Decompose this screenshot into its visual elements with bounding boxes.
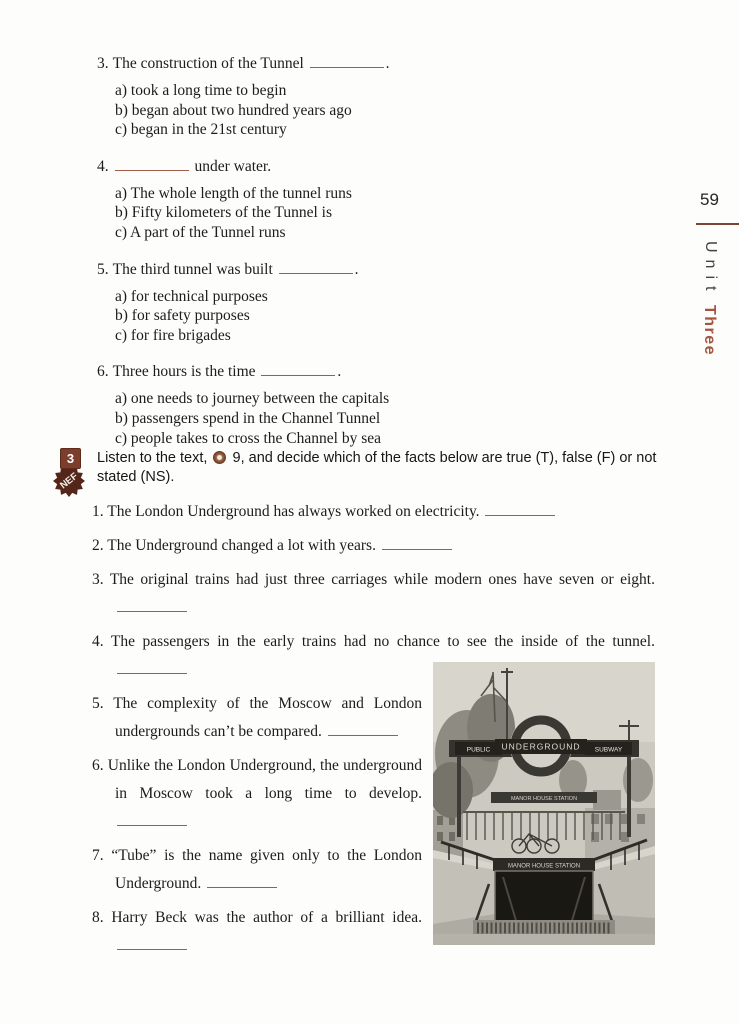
question-text-after: under water. bbox=[194, 157, 272, 175]
answer-blank bbox=[485, 513, 555, 516]
statement-text: The original trains had just three carriages while modern ones have seven or eight. bbox=[109, 571, 655, 588]
statement-number: 5. bbox=[92, 695, 104, 712]
statement-6 bbox=[92, 752, 422, 836]
statement-text: The complexity of the Moscow and London undergrounds can’t be compared. bbox=[113, 695, 422, 740]
answer-blank bbox=[310, 65, 384, 68]
option-a: a) one needs to journey between the capitals bbox=[115, 390, 390, 408]
entrance-stairwell bbox=[475, 858, 613, 929]
answer-blank bbox=[117, 947, 187, 950]
option-a: a) for technical purposes bbox=[115, 287, 268, 305]
statement-number: 7. bbox=[92, 847, 104, 864]
question-stem bbox=[97, 260, 672, 280]
unit-label: Unit bbox=[702, 241, 719, 298]
subway-sign-text: SUBWAY bbox=[594, 746, 623, 754]
question-stem bbox=[97, 54, 672, 74]
statement-2 bbox=[92, 532, 655, 560]
question-number: 5. bbox=[97, 260, 109, 278]
question-6 bbox=[97, 362, 672, 448]
options-list bbox=[97, 184, 672, 243]
answer-blank bbox=[261, 373, 335, 376]
cd-icon bbox=[213, 451, 226, 464]
roundel-text: UNDERGROUND bbox=[501, 741, 581, 752]
answer-blank bbox=[117, 823, 187, 826]
statement-7 bbox=[92, 842, 422, 898]
statement-text: “Tube” is the name given only to the London Underground. bbox=[111, 847, 423, 892]
nef-seal-text: NEF bbox=[58, 470, 81, 492]
statement-3 bbox=[92, 566, 655, 622]
statements-section bbox=[92, 498, 655, 966]
answer-blank bbox=[382, 547, 452, 550]
answer-blank bbox=[117, 671, 187, 674]
public-sign-text: PUBLIC bbox=[466, 746, 491, 754]
question-number: 3. bbox=[97, 55, 109, 72]
question-stem bbox=[97, 362, 672, 382]
statement-number: 1. bbox=[92, 503, 104, 520]
answer-blank bbox=[117, 609, 187, 612]
question-5 bbox=[97, 260, 672, 346]
statement-number: 6. bbox=[92, 757, 104, 774]
statement-text: The London Underground has always worked on electricity. bbox=[107, 503, 480, 520]
option-c: c) began in the 21st century bbox=[115, 121, 287, 139]
option-c: c) people takes to cross the Channel by sea bbox=[115, 429, 381, 447]
statement-8 bbox=[92, 904, 422, 960]
answer-blank bbox=[207, 885, 277, 888]
question-3 bbox=[97, 54, 672, 140]
station-sign-lower-text: MANOR HOUSE STATION bbox=[507, 863, 581, 870]
options-list bbox=[97, 389, 672, 448]
question-4 bbox=[97, 157, 672, 243]
statement-number: 8. bbox=[92, 909, 104, 926]
statement-text: The passengers in the early trains had no chance to see the inside of the tunnel. bbox=[110, 633, 655, 650]
station-sign-top-text: MANOR HOUSE STATION bbox=[510, 796, 578, 802]
option-b: b) began about two hundred years ago bbox=[115, 101, 352, 119]
question-number: 6. bbox=[97, 363, 109, 381]
statement-text: Harry Beck was the author of a brilliant idea. bbox=[111, 909, 422, 926]
question-text-after: . bbox=[385, 55, 390, 72]
option-a: a) The whole length of the tunnel runs bbox=[115, 184, 352, 202]
exercise-number-badge: 3 bbox=[60, 448, 81, 469]
statement-number: 2. bbox=[92, 537, 104, 554]
options-list bbox=[97, 287, 672, 346]
option-a: a) took a long time to begin bbox=[115, 82, 287, 99]
unit-name-label: Three bbox=[701, 305, 718, 357]
margin-rule bbox=[696, 223, 739, 225]
station-name-sign-top bbox=[491, 792, 597, 803]
statement-text: Unlike the London Underground, the underground in Moscow took a long time to develop. bbox=[107, 757, 422, 802]
question-text: The third tunnel was built bbox=[112, 260, 273, 278]
option-b: b) passengers spend in the Channel Tunnel bbox=[115, 409, 381, 427]
option-c: c) A part of the Tunnel runs bbox=[115, 223, 286, 241]
station-photo-illustration bbox=[433, 662, 655, 945]
multiple-choice-section bbox=[97, 54, 672, 465]
answer-blank bbox=[279, 271, 353, 274]
question-number: 4. bbox=[97, 157, 109, 175]
question-text-after: . bbox=[354, 260, 359, 278]
option-b: b) Fifty kilometers of the Tunnel is bbox=[115, 204, 332, 222]
exercise-instruction: Listen to the text, 9, and decide which of the facts below are true (T), false (F) or not stated (NS). bbox=[97, 450, 657, 485]
question-stem bbox=[97, 157, 672, 177]
statement-5 bbox=[92, 690, 422, 746]
statement-1 bbox=[92, 498, 655, 526]
question-text: Three hours is the time bbox=[112, 363, 256, 381]
page-number: 59 bbox=[700, 190, 719, 209]
statement-number: 4. bbox=[92, 633, 104, 650]
option-c: c) for fire brigades bbox=[115, 326, 231, 344]
question-text: The construction of the Tunnel bbox=[112, 55, 304, 72]
answer-blank bbox=[115, 168, 189, 171]
question-text-after: . bbox=[337, 363, 342, 381]
statement-number: 3. bbox=[92, 571, 104, 588]
option-b: b) for safety purposes bbox=[115, 307, 250, 325]
statement-text: The Underground changed a lot with years. bbox=[107, 537, 376, 554]
answer-blank bbox=[328, 733, 398, 736]
options-list bbox=[97, 81, 672, 140]
nef-seal-icon bbox=[53, 465, 85, 497]
station-photo bbox=[433, 662, 655, 945]
